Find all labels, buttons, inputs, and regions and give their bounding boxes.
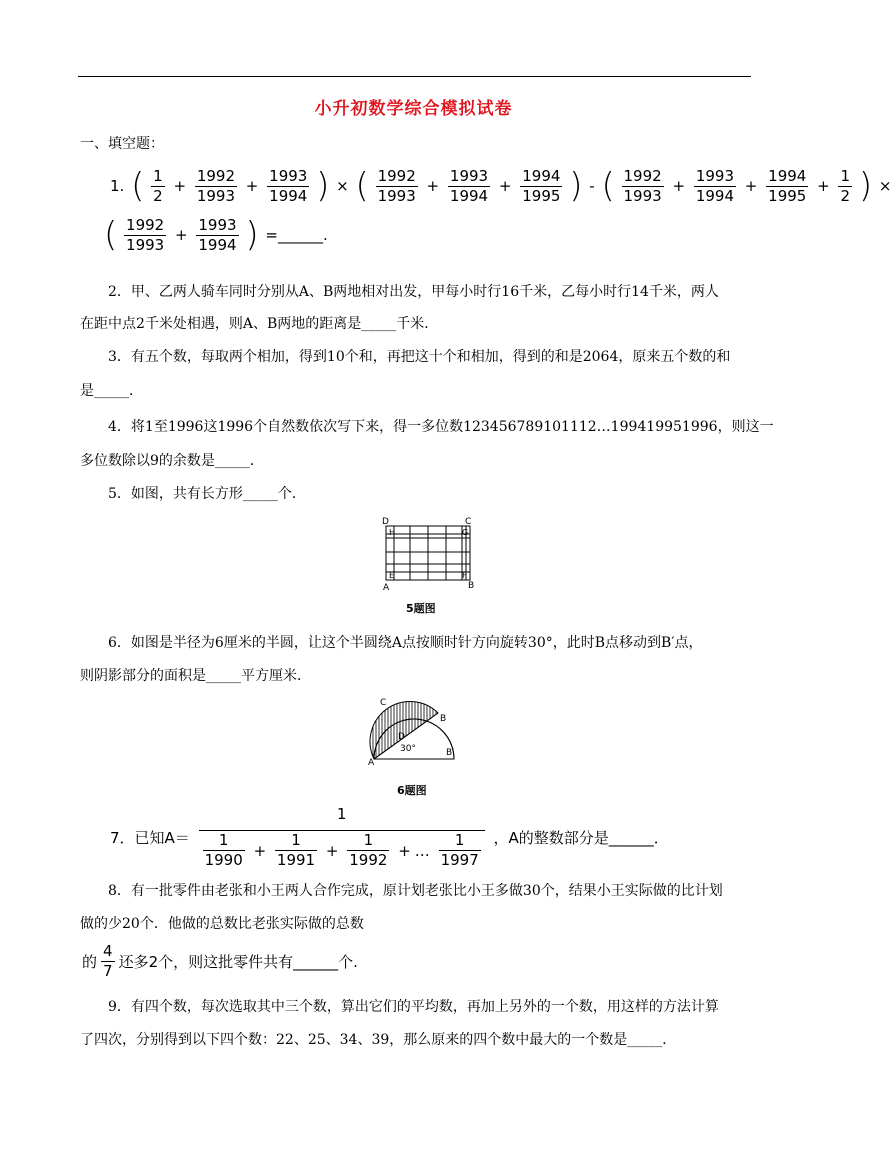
label-A: A <box>368 758 375 768</box>
q1-frac: $\frac{1993}{1994}$ <box>198 215 237 254</box>
q1-frac: $\frac{1992}{1993}$ <box>126 215 165 254</box>
q5-text: 5．如图，共有长方形_____个． <box>108 486 306 502</box>
q1-frac: $\frac{1}{2}$ <box>153 166 163 205</box>
q1-frac: $\frac{1992}{1993}$ <box>377 166 416 205</box>
q8-frac: $\frac{4}{7}$ <box>103 942 113 980</box>
q3-line2: 是_____． <box>80 383 143 399</box>
label-D: D <box>382 517 389 527</box>
q1-frac: $\frac{1993}{1994}$ <box>269 166 308 205</box>
q1-frac: $\frac{1993}{1994}$ <box>695 166 735 205</box>
q7-main-frac: 1 $\frac{1}{1990}$ + $\frac{1}{1991}$ + $\frac{1}{1992}$ + … $\frac{1}{1997}$ <box>199 805 485 870</box>
q1-line1: 1. ( $\frac{1}{2}$ + $\frac{1992}{1993}$ + $\frac{1993}{1994}$ ) × ( $\frac{1992}{1993}$ + $\frac{1993}{1994}$ + $\frac{1994}{1995}$ ) - ( $\frac{1992}{1993}$ + $\frac{1993}{1994}$ + $\frac{1994}{1995}$ + $\frac{1}{2}$ ) × <box>110 166 892 206</box>
q1-frac: $\frac{1}{2}$ <box>840 166 851 205</box>
q5-figure <box>376 514 480 594</box>
q1-frac: $\frac{1994}{1995}$ <box>768 166 807 205</box>
q1-line2: ( $\frac{1992}{1993}$ + $\frac{1993}{1994}$ ) =______. <box>104 215 328 255</box>
q6-line1: 6．如图是半径为6厘米的半圆，让这个半圆绕A点按顺时针方向旋转30°，此时B点移动到B′点， <box>108 635 703 651</box>
q1-frac: $\frac{1993}{1994}$ <box>449 166 489 205</box>
header-rule <box>78 76 751 77</box>
label-H: H <box>389 528 396 537</box>
q9-line1: 9．有四个数，每次选取其中三个数，算出它们的平均数，再加上另外的一个数，用这样的方法计算 <box>108 999 719 1015</box>
q7-term-frac: $\frac{1}{1997}$ <box>440 831 479 869</box>
label-F: F <box>462 571 467 580</box>
q6-figure <box>366 693 466 769</box>
q7-term-frac: $\frac{1}{1991}$ <box>276 831 316 869</box>
q2-line1: 2．甲、乙两人骑车同时分别从A、B两地相对出发，甲每小时行16千米，乙每小时行14千米，两人 <box>108 284 719 300</box>
q7-line: 7．已知A＝ 1 $\frac{1}{1990}$ + $\frac{1}{1991}$ + $\frac{1}{1992}$ + … $\frac{1}{1997}$ ，A的整数部分是______． <box>110 805 669 869</box>
q9-line2: 了四次，分别得到以下四个数：22、25、34、39，那么原来的四个数中最大的一个数是_____． <box>80 1032 677 1048</box>
label-C: C <box>465 517 472 527</box>
q6-caption: 6题图 <box>397 784 427 797</box>
label-G: G <box>462 528 469 537</box>
label-B: B <box>440 714 447 724</box>
label-Bp: B′ <box>446 748 455 758</box>
q1-frac: $\frac{1992}{1993}$ <box>623 166 662 205</box>
label-A: A <box>383 583 390 593</box>
label-angle: 30° <box>400 744 416 754</box>
q4-line2: 多位数除以9的余数是_____． <box>80 453 264 469</box>
section-heading: 一、填空题： <box>80 136 164 152</box>
q5-caption: 5题图 <box>406 602 436 615</box>
q7-term-frac: $\frac{1}{1992}$ <box>349 831 388 869</box>
label-B: B <box>468 581 475 591</box>
q8-line3: 的 $\frac{4}{7}$ 还多2个，则这批零件共有______个. <box>82 942 358 980</box>
label-E: E <box>389 571 395 580</box>
q8-line1: 8．有一批零件由老张和小王两人合作完成，原计划老张比小王多做30个，结果小王实际做的比计划 <box>108 883 723 899</box>
q7-term-frac: $\frac{1}{1990}$ <box>204 831 243 869</box>
q1-frac: $\frac{1994}{1995}$ <box>522 166 561 205</box>
label-D: D <box>398 732 405 742</box>
q8-line2: 做的少20个．他做的总数比老张实际做的总数 <box>80 916 364 932</box>
q1-frac: $\frac{1992}{1993}$ <box>196 166 236 205</box>
q3-line1: 3．有五个数，每取两个相加，得到10个和，再把这十个和相加，得到的和是2064，原来五个数的和 <box>108 349 731 365</box>
q4-line1: 4．将1至1996这1996个自然数依次写下来，得一多位数123456789101112…199419951996，则这一 <box>108 419 774 435</box>
page-title: 小升初数学综合模拟试卷 <box>314 99 513 119</box>
label-C: C <box>380 698 387 708</box>
q6-line2: 则阴影部分的面积是_____平方厘米． <box>80 668 311 684</box>
q2-line2: 在距中点2千米处相遇，则A、B两地的距离是_____千米． <box>80 316 439 332</box>
